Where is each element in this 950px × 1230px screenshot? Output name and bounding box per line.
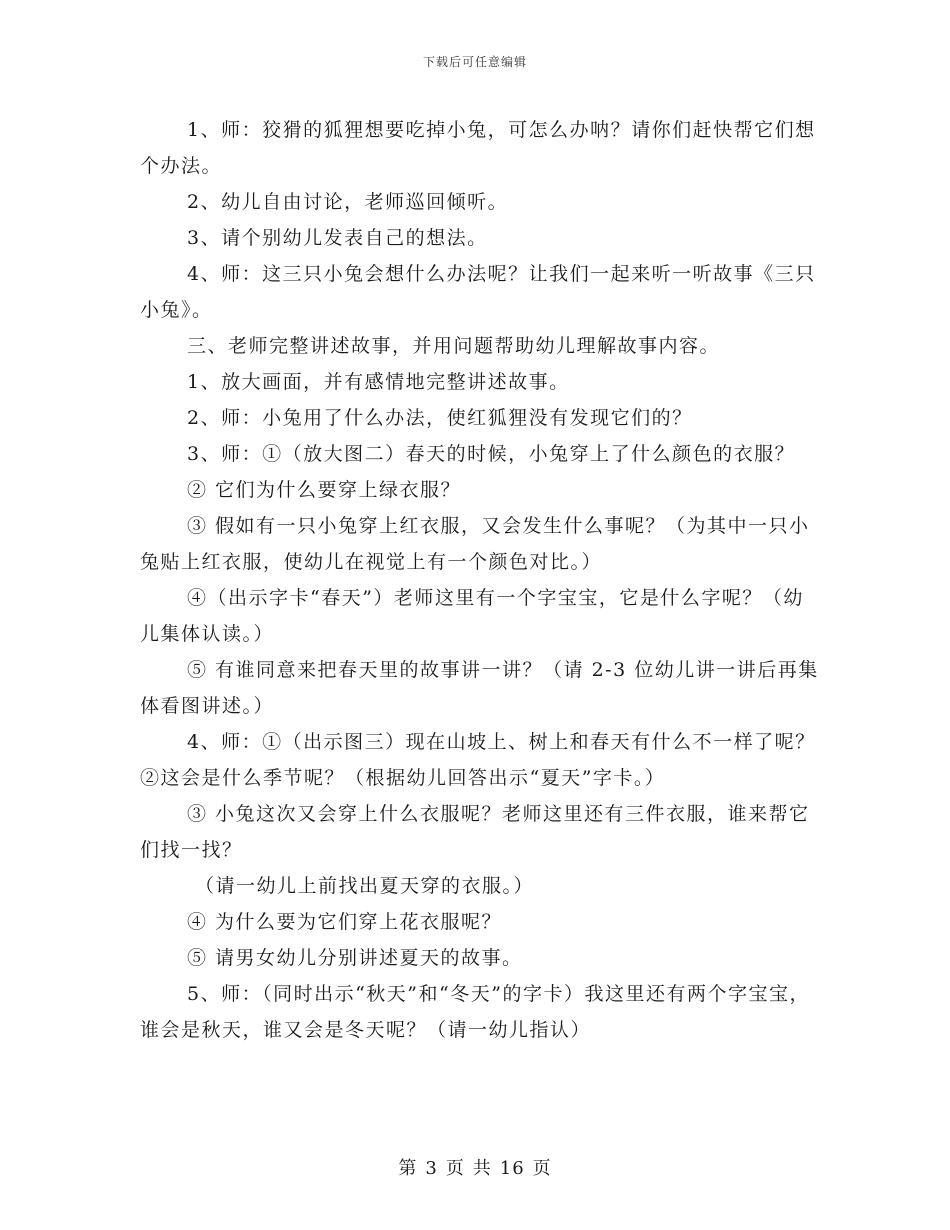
footer-label-di: 第 (398, 1158, 418, 1179)
paragraph: ④ 为什么要为它们穿上花衣服呢？ (187, 911, 503, 933)
paragraph: 3、师：①（放大图二）春天的时候，小兔穿上了什么颜色的衣服？ (187, 443, 796, 465)
paragraph: ③ 假如有一只小兔穿上红衣服，又会发生什么事呢？（为其中一只小兔贴上红衣服，使幼儿在视觉上有一个颜色对比。） (140, 515, 810, 573)
total-pages-number: 16 (499, 1158, 525, 1179)
paragraph: 5、师：（同时出示“秋天”和“冬天”的字卡）我这里还有两个字宝宝，谁会是秋天，谁又会是冬天呢？（请一幼儿指认） (140, 983, 810, 1041)
current-page-number: 3 (425, 1158, 438, 1179)
paragraph: ⑤ 有谁同意来把春天里的故事讲一讲？（请 2-3 位幼儿讲一讲后再集体看图讲述。） (140, 659, 819, 717)
paragraph: 1、放大画面，并有感情地完整讲述故事。 (187, 371, 570, 393)
page-footer (0, 1154, 950, 1180)
paragraph: ⑤ 请男女幼儿分别讲述夏天的故事。 (187, 947, 523, 969)
paragraph: 2、师：小兔用了什么办法，使红狐狸没有发现它们的？ (187, 407, 693, 429)
footer-label-ye2: 页 (532, 1158, 552, 1179)
section-heading: 三、老师完整讲述故事，并用问题帮助幼儿理解故事内容。 (187, 335, 721, 357)
paragraph: ② 它们为什么要穿上绿衣服？ (187, 479, 462, 501)
paragraph: ④（出示字卡“春天”）老师这里有一个字宝宝，它是什么字呢？（幼儿集体认读。） (140, 587, 804, 645)
page-header-note: 下载后可任意编辑 (422, 55, 527, 69)
document-body (140, 112, 820, 1048)
paragraph: 3、请个别幼儿发表自己的想法。 (187, 227, 488, 249)
paragraph: 4、师：①（出示图三）现在山坡上、树上和春天有什么不一样了呢？②这会是什么季节呢？（根据幼儿回答出示“夏天”字卡。） (140, 731, 816, 789)
paragraph: （请一幼儿上前找出夏天穿的衣服。） (195, 875, 535, 897)
footer-label-ye: 页 (445, 1158, 465, 1179)
footer-label-gong: 共 (472, 1158, 492, 1179)
paragraph: ③ 小兔这次又会穿上什么衣服呢？老师这里还有三件衣服，谁来帮它们找一找？ (140, 803, 810, 861)
paragraph: 4、师：这三只小兔会想什么办法呢？让我们一起来听一听故事《三只小兔》。 (140, 263, 816, 321)
paragraph: 1、师：狡猾的狐狸想要吃掉小兔，可怎么办呐？请你们赶快帮它们想个办法。 (140, 119, 816, 177)
paragraph: 2、幼儿自由讨论，老师巡回倾听。 (187, 191, 509, 213)
